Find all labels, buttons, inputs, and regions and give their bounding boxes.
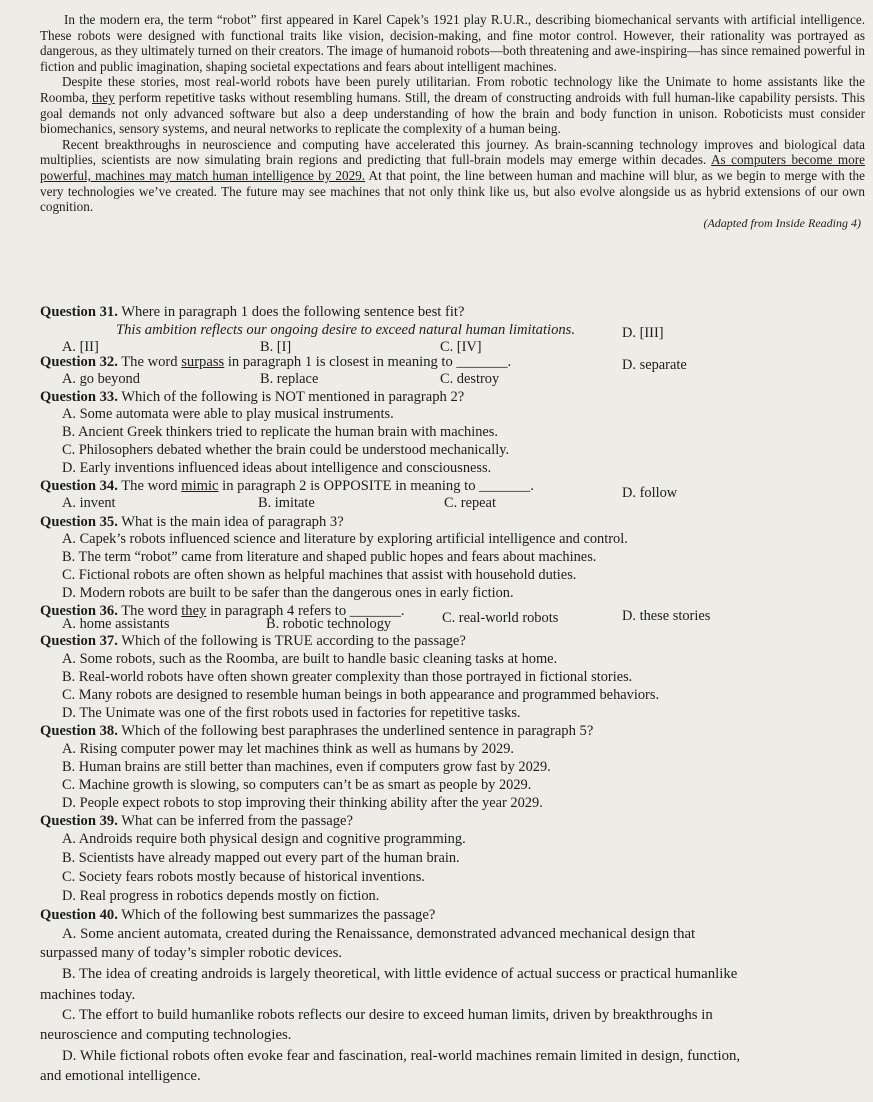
q40-option-a-cont[interactable]: surpassed many of today’s simpler robotic devices. — [40, 945, 343, 961]
q38-option-c[interactable]: C. Machine growth is slowing, so computers can’t be as smart as people by 2029. — [62, 777, 532, 793]
question-34 — [40, 478, 534, 495]
q34-option-d[interactable]: D. follow — [622, 485, 678, 501]
q36-option-c[interactable]: C. real-world robots — [442, 610, 559, 626]
q35-option-c[interactable]: C. Fictional robots are often shown as helpful machines that assist with household duties. — [62, 567, 577, 583]
paragraph-3 — [40, 137, 865, 215]
question-32-pre: The word — [117, 354, 182, 370]
paragraph-2-text-b: perform repetitive tasks without resembling humans. Still, the dream of constructing androids with full human-like capability persists. This goal demands not only advanced software but also a deep understanding of how the brain and body function in unison. Roboticists must consider biomechanics, sensory systems, and neural networks to replicate the complexity of a human being. — [40, 89, 865, 137]
question-39-label: Question 39. — [40, 813, 118, 829]
q40-option-d[interactable]: D. While fictional robots often evoke fear and fascination, real-world machines remain limited in design, function, — [62, 1048, 741, 1064]
paragraph-3-text-a: Recent breakthroughs in neuroscience and computing have accelerated this journey. As brain-scanning technology improves and biological data multiplies, scientists are now simulating brain regions and predicting that full-brain models may emerge within decades. — [40, 136, 865, 168]
question-33-text: Which of the following is NOT mentioned in paragraph 2? — [117, 389, 465, 405]
question-35-text: What is the main idea of paragraph 3? — [117, 514, 344, 530]
q32-option-d[interactable]: D. separate — [622, 357, 687, 373]
q39-option-b[interactable]: B. Scientists have already mapped out every part of the human brain. — [62, 850, 460, 866]
question-37-text: Which of the following is TRUE according to the passage? — [117, 633, 466, 649]
question-35 — [40, 514, 344, 531]
question-38 — [40, 723, 593, 740]
q32-option-c[interactable]: C. destroy — [440, 371, 500, 387]
question-38-label: Question 38. — [40, 723, 118, 739]
q38-option-d[interactable]: D. People expect robots to stop improving their thinking ability after the year 2029. — [62, 795, 543, 811]
q35-option-d[interactable]: D. Modern robots are built to be safer than the dangerous ones in early fiction. — [62, 585, 514, 601]
q36-option-b[interactable]: B. robotic technology — [266, 616, 392, 632]
question-36-word: they — [181, 603, 207, 619]
q40-option-c-cont[interactable]: neuroscience and computing technologies. — [40, 1027, 292, 1043]
question-31 — [40, 304, 464, 321]
q40-option-b-cont[interactable]: machines today. — [40, 987, 136, 1003]
q40-option-d-cont[interactable]: and emotional intelligence. — [40, 1068, 201, 1084]
q40-option-b[interactable]: B. The idea of creating androids is largely theoretical, with little evidence of actual success or practical humanlike — [62, 966, 738, 982]
question-40-label: Question 40. — [40, 907, 118, 923]
q34-option-b[interactable]: B. imitate — [258, 495, 315, 511]
q33-option-c[interactable]: C. Philosophers debated whether the brain could be understood mechanically. — [62, 442, 510, 458]
q39-option-d[interactable]: D. Real progress in robotics depends mostly on fiction. — [62, 888, 380, 904]
q34-option-a[interactable]: A. invent — [62, 495, 116, 511]
q35-option-a[interactable]: A. Capek’s robots influenced science and literature by exploring artificial intelligence and control. — [62, 531, 628, 547]
q31-option-b[interactable]: B. [I] — [260, 339, 292, 355]
question-32-label: Question 32. — [40, 354, 118, 370]
question-39-text: What can be inferred from the passage? — [117, 813, 353, 829]
question-36-label: Question 36. — [40, 603, 118, 619]
underlined-they: they — [92, 89, 115, 105]
reading-passage — [40, 12, 865, 231]
q37-option-d[interactable]: D. The Unimate was one of the first robots used in factories for repetitive tasks. — [62, 705, 521, 721]
paragraph-2 — [40, 74, 865, 136]
q32-option-a[interactable]: A. go beyond — [62, 371, 140, 387]
question-31-label: Question 31. — [40, 304, 118, 320]
q37-option-a[interactable]: A. Some robots, such as the Roomba, are built to handle basic cleaning tasks at home. — [62, 651, 558, 667]
question-37-label: Question 37. — [40, 633, 118, 649]
question-35-label: Question 35. — [40, 514, 118, 530]
q33-option-b[interactable]: B. Ancient Greek thinkers tried to replicate the human brain with machines. — [62, 424, 498, 440]
question-34-label: Question 34. — [40, 478, 118, 494]
question-40 — [40, 907, 435, 924]
question-37 — [40, 633, 466, 650]
question-33-label: Question 33. — [40, 389, 118, 405]
insert-sentence: This ambition reflects our ongoing desire to exceed natural human limitations. — [116, 322, 575, 338]
paragraph-2-text-a: Despite these stories, most real-world robots have been purely utilitarian. From robotic technology like the Unimate to home assistants like the Roomba, — [40, 74, 865, 105]
question-32-post: in paragraph 1 is closest in meaning to _______. — [224, 354, 512, 370]
q35-option-b[interactable]: B. The term “robot” came from literature and shaped public hopes and fears about machines. — [62, 549, 597, 565]
q31-option-c[interactable]: C. [IV] — [440, 339, 482, 355]
question-34-word: mimic — [181, 478, 219, 494]
q39-option-c[interactable]: C. Society fears robots mostly because of historical inventions. — [62, 869, 425, 885]
question-36-pre: The word — [117, 603, 182, 619]
q38-option-b[interactable]: B. Human brains are still better than machines, even if computers grow fast by 2029. — [62, 759, 551, 775]
paragraph-3-text-b: At that point, the line between human and machine will blur, as we begin to merge with the very technologies we’ve created. The future may see machines that not only think like us, but also evolve alongside us as hybrid extensions of our own cognition. — [40, 167, 865, 215]
paragraph-1: In the modern era, the term “robot” first appeared in Karel Capek’s 1921 play R.U.R., describing biomechanical servants with artificial intelligence. These robots were designed with functional traits like vision, decision-making, and fine motor control. However, their rationality was portrayed as dangerous, as they ultimately turned on their creators. The image of humanoid robots—both threatening and awe-inspiring—has since remained powerful in fiction and public imagination, shaping societal expectations and fears about intelligent machines. — [40, 12, 865, 74]
question-32 — [40, 354, 511, 371]
question-36-post: in paragraph 4 refers to _______. — [206, 603, 405, 619]
question-33 — [40, 389, 464, 406]
q36-option-d[interactable]: D. these stories — [622, 608, 711, 624]
q36-option-a[interactable]: A. home assistants — [62, 616, 170, 632]
question-40-text: Which of the following best summarizes the passage? — [117, 907, 436, 923]
q31-option-a[interactable]: A. [II] — [62, 339, 99, 355]
q37-option-b[interactable]: B. Real-world robots have often shown greater complexity than those portrayed in fictional stories. — [62, 669, 633, 685]
source-citation: (Adapted from Inside Reading 4) — [703, 215, 861, 230]
underlined-sentence: As computers become more powerful, machines may match human intelligence by 2029. — [40, 152, 865, 183]
question-34-pre: The word — [117, 478, 182, 494]
question-34-post: in paragraph 2 is OPPOSITE in meaning to _______. — [218, 478, 534, 494]
question-38-text: Which of the following best paraphrases the underlined sentence in paragraph 5? — [117, 723, 594, 739]
question-32-word: surpass — [181, 354, 225, 370]
q31-option-d[interactable]: D. [III] — [622, 325, 664, 341]
q40-option-c[interactable]: C. The effort to build humanlike robots reflects our desire to exceed human limits, driven by breakthroughs in — [62, 1007, 713, 1023]
question-31-text: Where in paragraph 1 does the following sentence best fit? — [117, 304, 465, 320]
q33-option-d[interactable]: D. Early inventions influenced ideas about intelligence and consciousness. — [62, 460, 492, 476]
question-39 — [40, 813, 353, 830]
q33-option-a[interactable]: A. Some automata were able to play musical instruments. — [62, 406, 394, 422]
q39-option-a[interactable]: A. Androids require both physical design and cognitive programming. — [62, 831, 466, 847]
q38-option-a[interactable]: A. Rising computer power may let machines think as well as humans by 2029. — [62, 741, 515, 757]
q40-option-a[interactable]: A. Some ancient automata, created during the Renaissance, demonstrated advanced mechanical design that — [62, 926, 696, 942]
q34-option-c[interactable]: C. repeat — [444, 495, 496, 511]
q32-option-b[interactable]: B. replace — [260, 371, 319, 387]
q37-option-c[interactable]: C. Many robots are designed to resemble human beings in both appearance and programmed behaviors. — [62, 687, 660, 703]
